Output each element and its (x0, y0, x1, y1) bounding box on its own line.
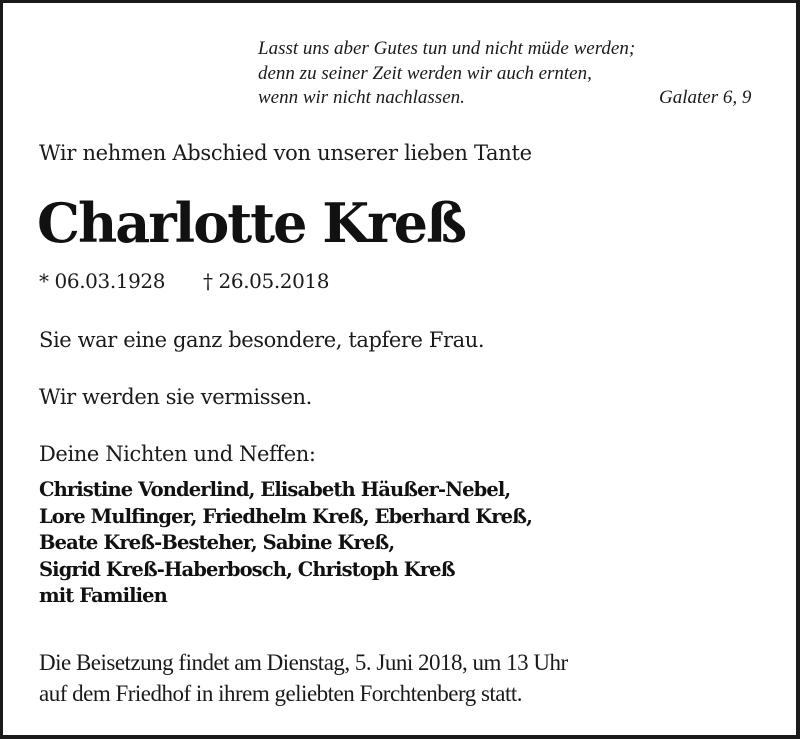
verse-line: Lasst uns aber Gutes tun und nicht müde werden; (258, 38, 636, 59)
intro-text: Wir nehmen Abschied von unserer lieben Tante (39, 141, 532, 165)
tribute-line: Wir werden sie vermissen. (39, 385, 312, 409)
verse-line: denn zu seiner Zeit werden wir auch ernten, (258, 62, 592, 84)
tribute-line: Sie war eine ganz besondere, tapfere Frau. (39, 328, 485, 352)
mourners-line: Christine Vonderlind, Elisabeth Häußer-Nebel, (39, 478, 511, 501)
verse-line: wenn wir nicht nachlassen. (258, 87, 465, 108)
mourners-line: Lore Mulfinger, Friedhelm Kreß, Eberhard Kreß, (39, 504, 532, 528)
mourners-line: Beate Kreß-Besteher, Sabine Kreß, (39, 531, 395, 554)
death-date: † 26.05.2018 (203, 269, 330, 293)
funeral-line: auf dem Friedhof in ihrem geliebten Forchtenberg statt. (39, 681, 523, 706)
birth-date: * 06.03.1928 (39, 269, 166, 293)
mourners-heading: Deine Nichten und Neffen: (39, 442, 316, 466)
mourners-line: mit Familien (39, 584, 167, 607)
mourners-list (39, 477, 532, 610)
funeral-info (39, 647, 568, 709)
obituary-notice (3, 3, 796, 735)
verse-reference: Galater 6, 9 (659, 87, 752, 108)
funeral-line: Die Beisetzung findet am Dienstag, 5. Juni 2018, um 13 Uhr (39, 650, 568, 675)
mourners-line: Sigrid Kreß-Haberbosch, Christoph Kreß (39, 557, 455, 581)
bible-verse (258, 37, 635, 111)
deceased-name: Charlotte Kreß (37, 191, 466, 255)
